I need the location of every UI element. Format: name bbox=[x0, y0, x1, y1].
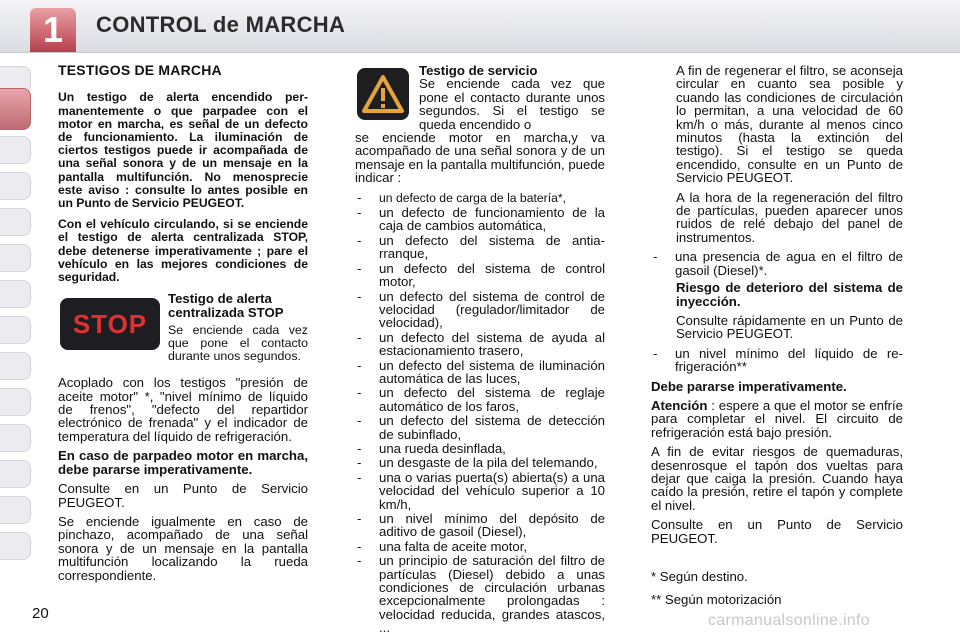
list-item: - un defecto del sistema de iluminación automática de las luces, bbox=[357, 357, 605, 386]
list-item: - un desgaste de la pila del telemando, bbox=[357, 455, 598, 471]
service-title: Testigo de servicio bbox=[419, 63, 538, 78]
paragraph: Consulte en un Punto de Servicio PEUGEOT. bbox=[58, 481, 308, 510]
column-right bbox=[651, 64, 903, 551]
paragraph-bold: Debe pararse imperativamente. bbox=[651, 378, 847, 394]
watermark: carmanualsonline.info bbox=[708, 612, 870, 629]
chapter-tab[interactable] bbox=[0, 532, 31, 560]
list-item: - un defecto del sistema de reglaje automático de los faros, bbox=[357, 385, 605, 414]
service-intro: Se enciende cada vez que pone el contacto durante unos segundos. Si el testigo se queda encendido o bbox=[419, 76, 605, 132]
list-item: - un defecto del sistema de ayuda al estacionamiento trasero, bbox=[357, 329, 605, 359]
chapter-tab-active[interactable] bbox=[0, 88, 31, 130]
stop-text: Se enciende cada vez que pone el contacto durante unos segundos. bbox=[168, 323, 308, 364]
list-item: - un defecto del sistema de control de velocidad (regulador/limitador de velocidad), bbox=[357, 288, 605, 331]
stop-title: Testigo de alerta centralizada STOP bbox=[168, 291, 284, 320]
footnote: * Según destino. bbox=[651, 569, 748, 584]
chapter-tab[interactable] bbox=[0, 460, 31, 488]
page-header bbox=[0, 0, 960, 53]
list-item: - una presencia de agua en el filtro de gasoil (Diesel)*. bbox=[653, 249, 903, 278]
section-heading: TESTIGOS DE MARCHA bbox=[58, 62, 222, 78]
chapter-tab[interactable] bbox=[0, 316, 31, 344]
paragraph-bold: En caso de parpadeo motor en marcha, debe pararse imperativamente. bbox=[58, 448, 308, 477]
stop-warning-icon bbox=[60, 298, 160, 350]
chapter-tab[interactable] bbox=[0, 388, 31, 416]
chapter-tab[interactable] bbox=[0, 208, 31, 236]
column-middle bbox=[355, 64, 605, 636]
attention-paragraph: Atención : espere a que el motor se enfríe para completar el nivel. El circuito de refrigeración está bajo presión. bbox=[651, 397, 903, 440]
chapter-tab[interactable] bbox=[0, 424, 31, 452]
stop-block bbox=[58, 292, 308, 376]
chapter-tab[interactable] bbox=[0, 244, 31, 272]
service-continued: se enciende motor en marcha,y va acompañado de una señal sonora y de un mensaje en la pantalla multifunción, puede indicar : bbox=[355, 130, 605, 186]
chapter-tab[interactable] bbox=[0, 352, 31, 380]
chapter-tab[interactable] bbox=[0, 280, 31, 308]
fault-list bbox=[355, 191, 605, 635]
paragraph: Se enciende igualmente en caso de pinchazo, acompañado de una señal sonora y de un mensaje en la pantalla multifunción localizando la rueda correspondiente. bbox=[58, 513, 308, 583]
list-item: - un nivel mínimo del depósito de aditivo de gasoil (Diesel), bbox=[357, 511, 605, 540]
list-item: - un defecto de funcionamiento de la caja de cambios automática, bbox=[357, 205, 605, 234]
page-number: 20 bbox=[32, 605, 49, 622]
page-title: CONTROL de MARCHA bbox=[96, 12, 346, 37]
warning-triangle-icon bbox=[357, 68, 409, 120]
chapter-tab[interactable] bbox=[0, 496, 31, 524]
chapter-tabs bbox=[0, 52, 34, 612]
column-left bbox=[58, 64, 308, 588]
list-item: - un defecto de carga de la batería*, bbox=[357, 189, 567, 205]
footnotes bbox=[651, 570, 903, 613]
list-item: - un defecto del sistema de control motor, bbox=[357, 260, 605, 290]
warning-paragraph: Un testigo de alerta encendido permanentemente o que parpadee con el motor en marcha, es señal de un defecto de funcionamiento. La iluminación de ciertos testigos puede ir acompañada de una señal sonora y de un mensaje en la pantalla multifunción. No menosprecie este aviso : consulte lo antes posible en un Punto de Servicio PEUGEOT. bbox=[58, 90, 308, 211]
stop-warning-paragraph: Con el vehículo circulando, si se enciende el testigo de alerta centralizada STOP, debe detenerse imperativamente ; pare el vehículo en las mejores condiciones de seguridad. bbox=[58, 217, 308, 285]
paragraph: A fin de regenerar el filtro, se aconseja circular en cuanto sea posible y cuando las condiciones de circulación lo permitan, a una velocidad de 60 km/h o más, durante al menos cinco minutos (hasta la extinción del testigo). Si el testigo se queda encendido, consulte en un Punto de Servicio PEUGEOT. bbox=[676, 63, 903, 186]
list-item: - una falta de aceite motor, bbox=[357, 538, 528, 554]
paragraph: Acoplado con los testigos "presión de aceite motor" *, "nivel mínimo de líquido de frenos", "defecto del repartidor electrónico de frenada" y el indicador de temperatura del líquido de refrigeración. bbox=[58, 375, 308, 444]
list-item: - un defecto del sistema de antiarranque, bbox=[357, 232, 605, 262]
service-warning-icon bbox=[357, 68, 409, 120]
footnote: ** Según motorización bbox=[651, 592, 782, 608]
paragraph: Consulte rápidamente en un Punto de Servicio PEUGEOT. bbox=[676, 312, 903, 342]
chapter-tab[interactable] bbox=[0, 172, 31, 200]
stop-icon-label: STOP bbox=[72, 308, 148, 339]
list-item: - un nivel mínimo del líquido de refrigeración** bbox=[653, 345, 903, 375]
chapter-badge: 1 bbox=[30, 8, 76, 52]
list-item: - una rueda desinflada, bbox=[357, 440, 506, 456]
paragraph: A la hora de la regeneración del filtro de partículas, pueden aparecer unos ruidos de relé debajo del panel de instrumentos. bbox=[676, 189, 903, 245]
paragraph: Consulte en un Punto de Servicio PEUGEOT. bbox=[651, 517, 903, 546]
list-item: - una o varias puerta(s) abierta(s) a una velocidad del vehículo superior a 10 km/h, bbox=[357, 469, 605, 512]
list-item: - un defecto del sistema de detección de subinflado, bbox=[357, 413, 605, 442]
paragraph: A fin de evitar riesgos de quemaduras, desenrosque el tapón dos vueltas para dejar que caiga la presión. Cuando haya caído la presión, retire el tapón y complete el nivel. bbox=[651, 444, 903, 513]
paragraph-bold: Riesgo de deterioro del sistema de inyección. bbox=[676, 280, 903, 309]
list-item: - un principio de saturación del filtro de partículas (Diesel) debido a unas condiciones de circulación urbanas excepcionalmente prolongadas : velocidad reducida, grandes atascos, ... bbox=[357, 553, 605, 636]
chapter-tab[interactable] bbox=[0, 136, 31, 164]
